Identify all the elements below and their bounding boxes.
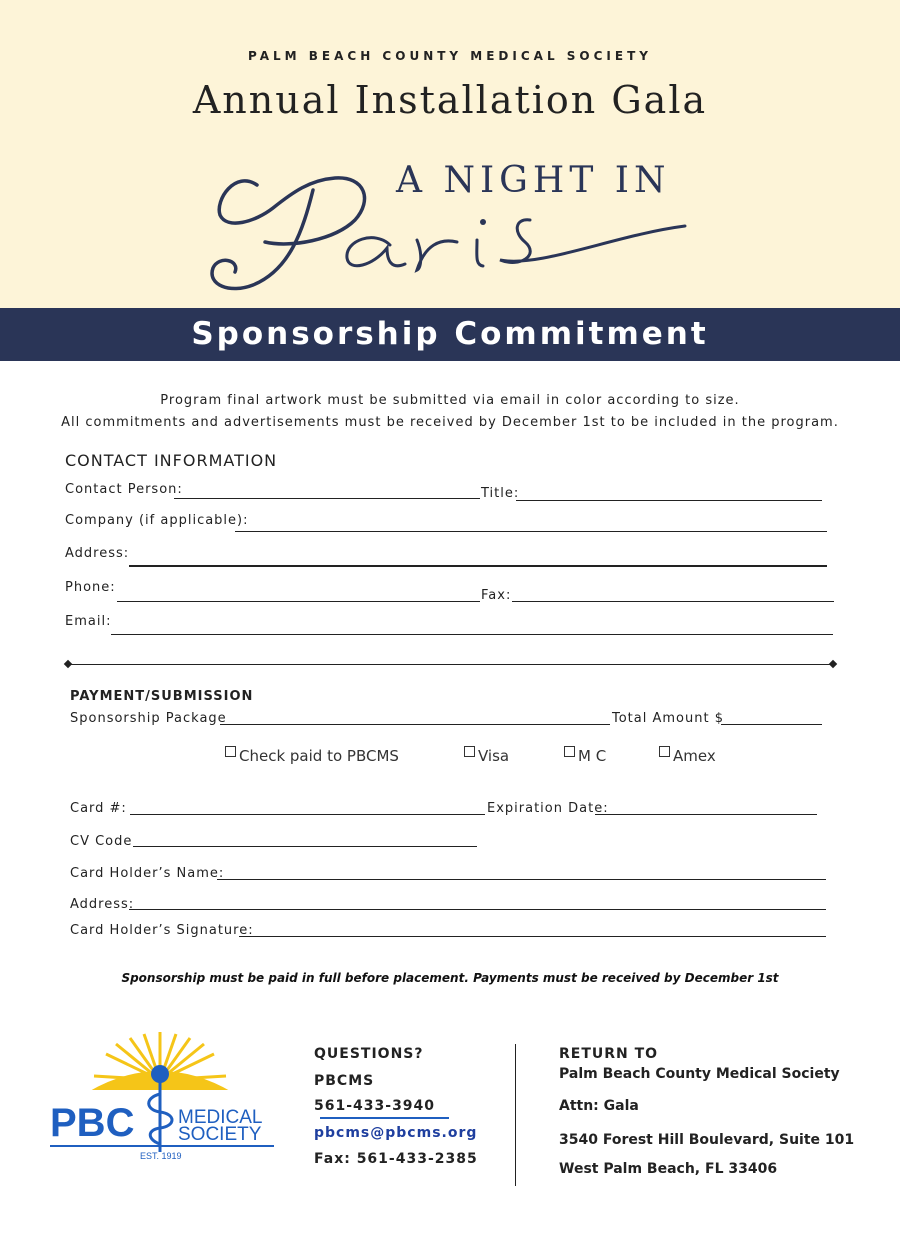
- card-address-field[interactable]: [129, 909, 826, 910]
- logo-sub1: MEDICAL: [178, 1107, 263, 1128]
- visa-option[interactable]: [464, 746, 509, 765]
- questions-heading: QUESTIONS?: [314, 1046, 424, 1062]
- contact-person-field[interactable]: [174, 498, 480, 499]
- check-option-label: Check paid to PBCMS: [239, 747, 399, 765]
- org-abbr: PBCMS: [314, 1073, 375, 1089]
- checkbox-icon[interactable]: [659, 746, 670, 757]
- signature-field[interactable]: [239, 936, 826, 937]
- holder-name-label: Card Holder’s Name:: [70, 866, 225, 881]
- phone-number: 561-433-3940: [314, 1098, 436, 1114]
- logo-sub2: SOCIETY: [178, 1124, 262, 1145]
- paris-script-logo: [195, 160, 695, 305]
- intro-line2: All commitments and advertisements must be received by December 1st to be included in the program.: [61, 415, 839, 430]
- package-field[interactable]: [220, 724, 610, 725]
- expiration-field[interactable]: [595, 814, 817, 815]
- phone-field[interactable]: [117, 601, 480, 602]
- payment-note: Sponsorship must be paid in full before placement. Payments must be received by December 1st: [121, 971, 779, 985]
- mc-option-label: M C: [578, 747, 607, 765]
- card-number-field[interactable]: [130, 814, 485, 815]
- form-title: Sponsorship Commitment: [191, 316, 709, 352]
- fax-number: Fax: 561-433-2385: [314, 1151, 478, 1167]
- amex-option-label: Amex: [673, 747, 716, 765]
- fax-field[interactable]: [512, 601, 834, 602]
- total-field[interactable]: [721, 724, 822, 725]
- section-divider: [68, 664, 834, 665]
- check-option[interactable]: [225, 746, 399, 765]
- return-street: 3540 Forest Hill Boulevard, Suite 101: [559, 1132, 855, 1148]
- email-field[interactable]: [111, 634, 833, 635]
- theme-line1: A NIGHT IN: [396, 160, 671, 201]
- card-number-label: Card #:: [70, 801, 127, 816]
- expiration-label: Expiration Date:: [487, 801, 609, 816]
- logo-text: PBC: [50, 1101, 135, 1145]
- email-label: Email:: [65, 614, 112, 629]
- email-link[interactable]: pbcms@pbcms.org: [314, 1125, 478, 1141]
- return-heading: RETURN TO: [559, 1046, 659, 1062]
- card-address-label: Address:: [70, 897, 135, 912]
- title-field[interactable]: [516, 500, 822, 501]
- amex-option[interactable]: [659, 746, 716, 765]
- signature-label: Card Holder’s Signature:: [70, 923, 254, 938]
- visa-option-label: Visa: [478, 747, 510, 765]
- divider-end-left: [64, 660, 72, 668]
- cv-code-field[interactable]: [133, 846, 477, 847]
- phone-underline: [320, 1117, 449, 1119]
- fax-label: Fax:: [481, 588, 512, 603]
- checkbox-icon[interactable]: [564, 746, 575, 757]
- return-org: Palm Beach County Medical Society: [559, 1066, 840, 1082]
- return-attn: Attn: Gala: [559, 1098, 639, 1114]
- intro-line1: Program final artwork must be submitted via email in color according to size.: [160, 393, 740, 408]
- footer-divider: [515, 1044, 516, 1186]
- company-label: Company (if applicable):: [65, 513, 249, 528]
- address-label: Address:: [65, 546, 130, 561]
- total-label: Total Amount $: [612, 711, 724, 726]
- package-label: Sponsorship Package: [70, 711, 227, 726]
- organization-name: PALM BEACH COUNTY MEDICAL SOCIETY: [248, 49, 652, 63]
- checkbox-icon[interactable]: [225, 746, 236, 757]
- holder-name-field[interactable]: [217, 879, 826, 880]
- pbcms-logo: [48, 1030, 288, 1165]
- company-field[interactable]: [235, 531, 827, 532]
- cv-code-label: CV Code: [70, 834, 133, 849]
- title-label: Title:: [481, 486, 520, 501]
- contact-person-label: Contact Person:: [65, 482, 183, 497]
- mc-option[interactable]: [564, 746, 606, 765]
- return-city: West Palm Beach, FL 33406: [559, 1161, 778, 1177]
- divider-end-right: [829, 660, 837, 668]
- logo-est: EST. 1919: [140, 1151, 182, 1161]
- event-title: Annual Installation Gala: [192, 78, 708, 122]
- payment-heading: PAYMENT/SUBMISSION: [70, 689, 254, 704]
- checkbox-icon[interactable]: [464, 746, 475, 757]
- contact-heading: CONTACT INFORMATION: [65, 451, 278, 470]
- address-field[interactable]: [129, 565, 827, 567]
- phone-label: Phone:: [65, 580, 116, 595]
